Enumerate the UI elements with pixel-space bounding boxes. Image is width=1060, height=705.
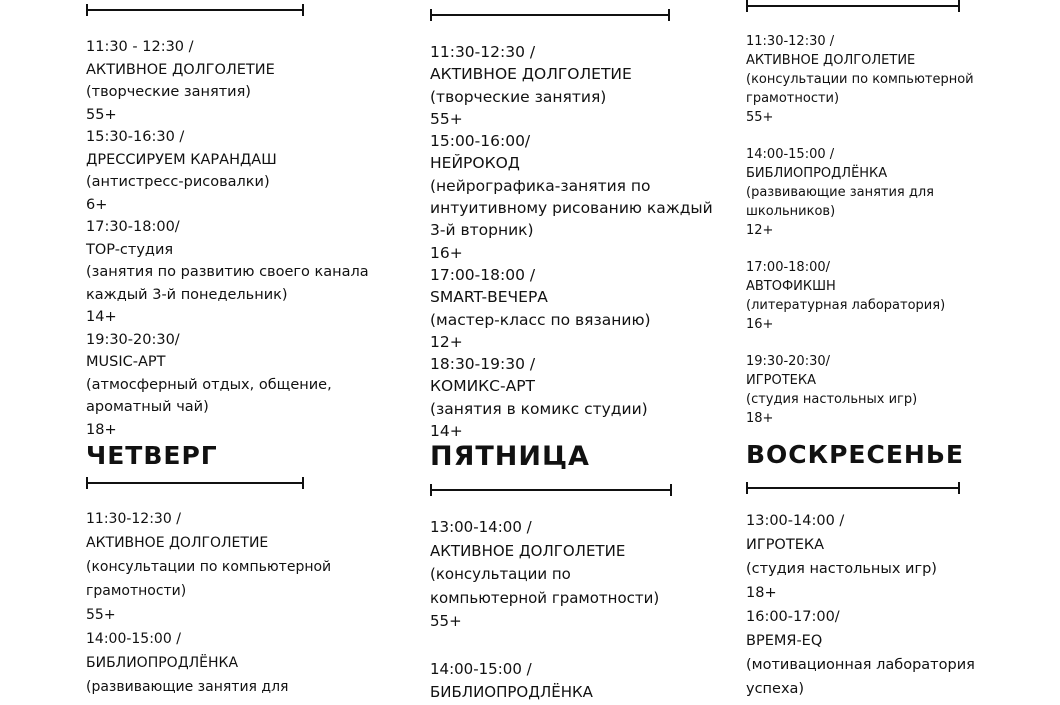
- event-desc: (творческие занятия): [430, 87, 607, 106]
- event-desc: (студия настольных игр): [746, 561, 937, 577]
- event-title: АКТИВНОЕ ДОЛГОЛЕТИЕ: [430, 65, 632, 84]
- event-title: АКТИВНОЕ ДОЛГОЛЕТИЕ: [430, 541, 626, 560]
- event-desc: успеха): [746, 681, 805, 697]
- event-title: БИБЛИОПРОДЛЁНКА: [86, 655, 239, 671]
- event-desc: (занятия в комикс студии): [430, 399, 648, 418]
- event-age: 18+: [746, 411, 774, 426]
- event-desc: (консультации по компьютерной: [746, 72, 974, 87]
- event-title: КОМИКС-АРТ: [430, 377, 536, 396]
- day-heading-thursday: ЧЕТВЕРГ: [86, 441, 218, 470]
- event-title: ИГРОТЕКА: [746, 537, 825, 553]
- event-age: 12+: [430, 332, 463, 351]
- event-age: 16+: [430, 243, 463, 262]
- event-time: 18:30-19:30 /: [430, 355, 536, 374]
- event-age: 55+: [430, 109, 463, 128]
- event-title: MUSIC-АРТ: [86, 354, 166, 370]
- divider-col1-bottom: [86, 482, 304, 484]
- event-desc: (консультации по: [430, 565, 571, 583]
- event-desc: (литературная лаборатория): [746, 298, 946, 313]
- event-desc: ароматный чай): [86, 399, 209, 415]
- event-age: 55+: [430, 612, 462, 630]
- day-heading-sunday: ВОСКРЕСЕНЬЕ: [746, 440, 964, 469]
- event-time: 11:30-12:30 /: [430, 43, 536, 61]
- event-desc: грамотности): [86, 583, 187, 599]
- schedule-col1-top: [86, 36, 386, 441]
- schedule-col2-top: [430, 41, 730, 442]
- event-time: 11:30 - 12:30 /: [86, 39, 194, 55]
- event-time: 19:30-20:30/: [86, 331, 180, 348]
- event-age: 55+: [746, 110, 774, 125]
- event-title: НЕЙРОКОД: [430, 154, 520, 173]
- event-time: 14:00-15:00 /: [86, 631, 181, 647]
- event-age: 18+: [746, 585, 777, 601]
- event-age: 18+: [86, 421, 117, 438]
- event-desc: (мотивационная лаборатория: [746, 657, 975, 673]
- event-title: АКТИВНОЕ ДОЛГОЛЕТИЕ: [746, 53, 916, 68]
- event-time: 13:00-14:00 /: [430, 518, 532, 536]
- event-age: 55+: [86, 607, 116, 623]
- event-age: 55+: [86, 106, 117, 123]
- event-age: 14+: [430, 422, 463, 441]
- event-title: ВРЕМЯ-EQ: [746, 633, 823, 649]
- event-title: БИБЛИОПРОДЛЁНКА: [746, 166, 888, 181]
- event-time: 15:00-16:00/: [430, 132, 531, 151]
- event-time: 14:00-15:00 /: [430, 659, 532, 678]
- day-heading-friday: ПЯТНИЦА: [430, 441, 590, 472]
- event-title: SMART-ВЕЧЕРА: [430, 288, 548, 307]
- event-time: 13:00-14:00 /: [746, 513, 845, 529]
- schedule-col3-top: [746, 32, 1046, 428]
- event-title: БИБЛИОПРОДЛЁНКА: [430, 683, 593, 701]
- event-title: ДРЕССИРУЕМ КАРАНДАШ: [86, 151, 277, 168]
- divider-col2-bottom: [430, 489, 672, 491]
- event-desc: (занятия по развитию своего канала: [86, 264, 369, 280]
- event-age: 16+: [746, 317, 774, 332]
- event-desc: (развивающие занятия для: [746, 185, 934, 200]
- event-desc: интуитивному рисованию каждый: [430, 199, 713, 218]
- event-age: 14+: [86, 309, 117, 325]
- divider-col1-top: [86, 9, 304, 11]
- event-desc: (творческие занятия): [86, 84, 251, 100]
- event-desc: (атмосферный отдых, общение,: [86, 376, 332, 393]
- event-title: TOP-студия: [86, 241, 174, 258]
- event-time: 15:30-16:30 /: [86, 129, 185, 145]
- event-desc: (антистресс-рисовалки): [86, 174, 270, 190]
- event-time: 17:00-18:00/: [746, 260, 830, 275]
- event-desc: (студия настольных игр): [746, 392, 918, 407]
- event-desc: грамотности): [746, 91, 840, 106]
- event-title: АВТОФИКШН: [746, 279, 836, 294]
- divider-col2-top: [430, 14, 670, 16]
- event-time: 17:00-18:00 /: [430, 265, 536, 284]
- event-desc: каждый 3-й понедельник): [86, 286, 288, 303]
- event-age: 12+: [746, 223, 774, 238]
- event-time: 11:30-12:30 /: [86, 511, 181, 527]
- event-desc: компьютерной грамотности): [430, 588, 660, 607]
- event-time: 17:30-18:00/: [86, 219, 180, 235]
- event-title: АКТИВНОЕ ДОЛГОЛЕТИЕ: [86, 61, 275, 78]
- schedule-col3-bottom: [746, 509, 1046, 701]
- event-age: 6+: [86, 196, 108, 213]
- event-desc: 3-й вторник): [430, 221, 534, 240]
- event-desc: (мастер-класс по вязанию): [430, 310, 651, 329]
- event-desc: (консультации по компьютерной: [86, 559, 332, 575]
- schedule-col1-bottom: [86, 507, 386, 699]
- divider-col3-top: [746, 5, 960, 7]
- event-desc: (развивающие занятия для: [86, 679, 289, 695]
- event-title: ИГРОТЕКА: [746, 373, 817, 388]
- schedule-col2-bottom: [430, 516, 730, 705]
- event-time: 19:30-20:30/: [746, 354, 830, 369]
- event-time: 16:00-17:00/: [746, 609, 840, 625]
- event-desc: школьников): [746, 204, 836, 219]
- event-title: АКТИВНОЕ ДОЛГОЛЕТИЕ: [86, 535, 269, 551]
- event-time: 11:30-12:30 /: [746, 34, 835, 49]
- divider-col3-bottom: [746, 487, 960, 489]
- event-desc: (нейрографика-занятия по: [430, 176, 651, 195]
- event-time: 14:00-15:00 /: [746, 147, 835, 162]
